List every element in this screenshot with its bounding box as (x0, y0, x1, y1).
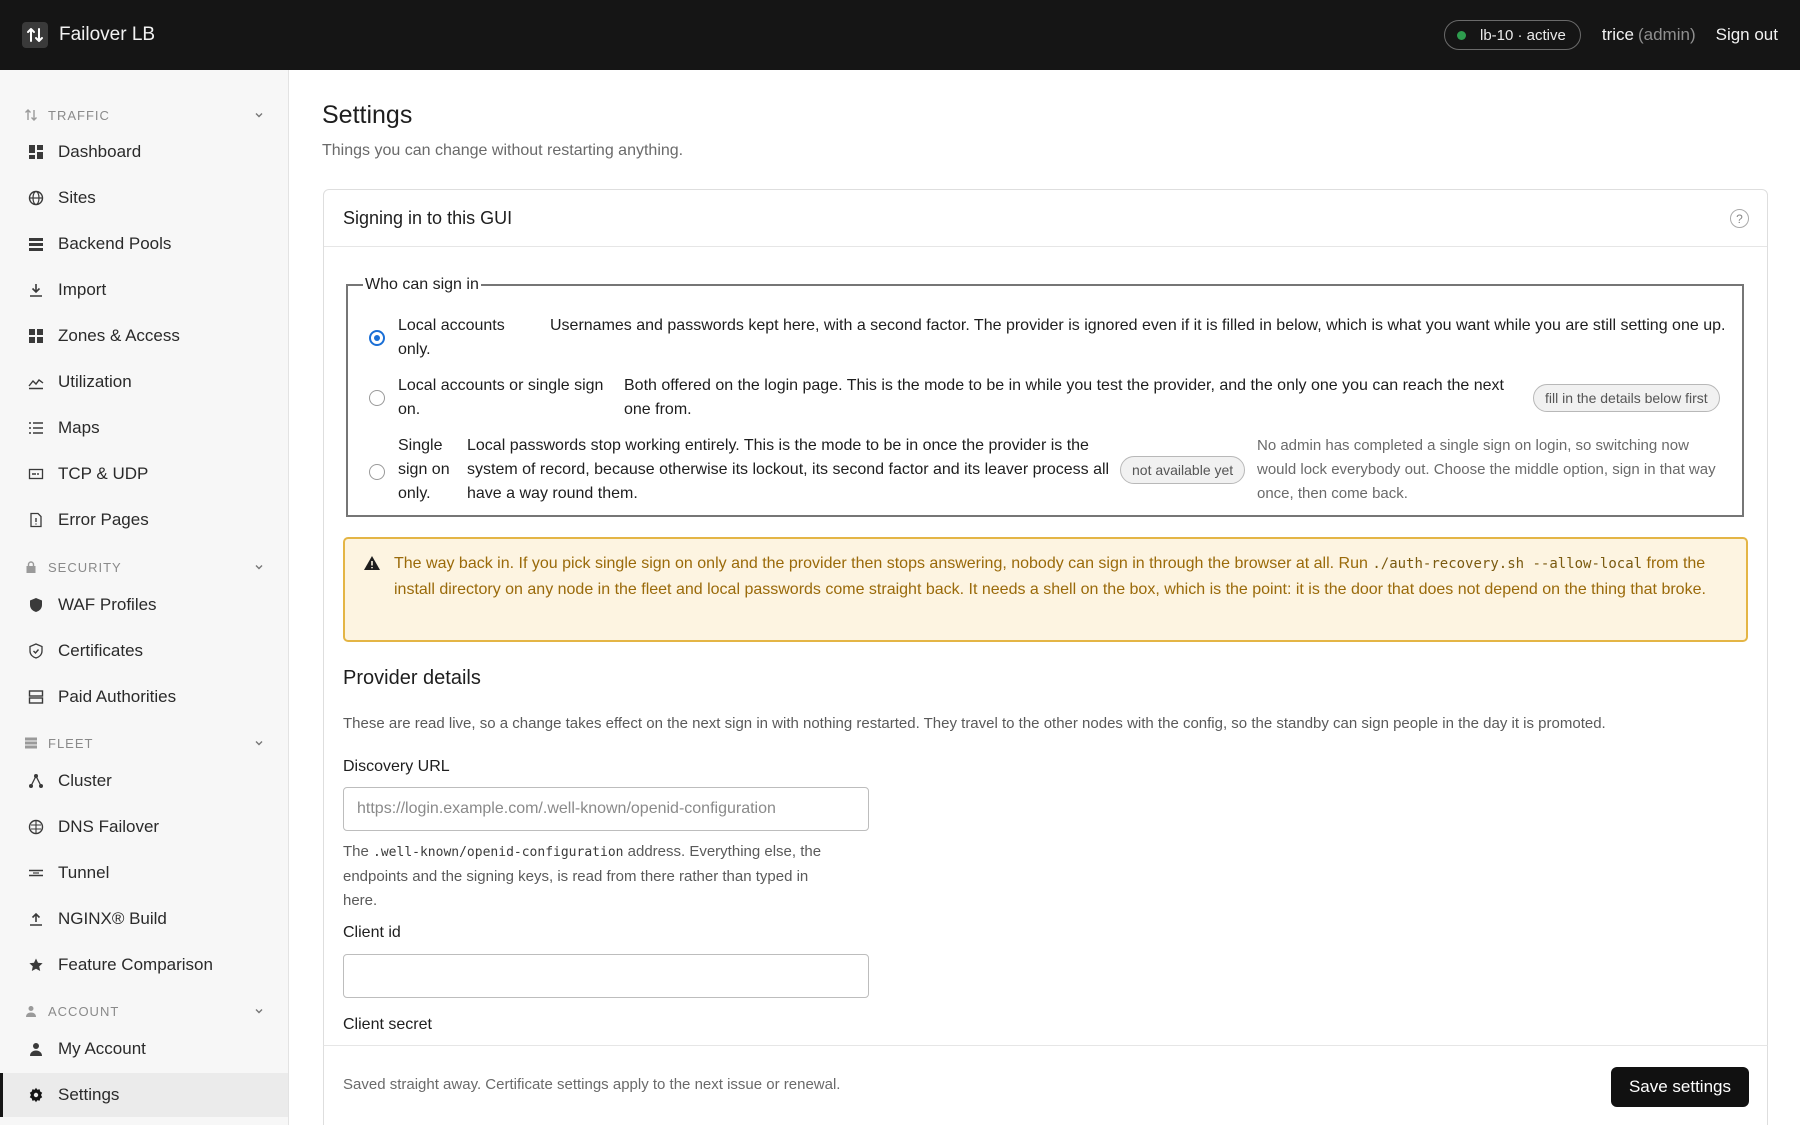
sticky-save-bar (323, 1045, 1768, 1125)
status-dot-icon (1457, 31, 1466, 40)
plug-icon (27, 465, 45, 483)
client-id-input[interactable] (343, 954, 869, 998)
save-settings-button[interactable]: Save settings (1611, 1067, 1749, 1107)
sidebar-item-label: TCP & UDP (58, 464, 149, 483)
sidebar-item-label: My Account (58, 1039, 146, 1058)
sidebar-item-label: Tunnel (58, 863, 110, 882)
lock-icon (24, 560, 38, 574)
card-title: Signing in to this GUI (343, 207, 513, 228)
chevron-down-icon (253, 108, 265, 126)
sidebar-item-label: Import (58, 280, 107, 299)
sidebar-item-my-account[interactable] (0, 1027, 288, 1071)
sidebar-item-label: DNS Failover (58, 817, 160, 836)
sidebar-item-certificates[interactable] (0, 629, 288, 673)
globe-icon (27, 189, 45, 207)
radio-local-or-sso[interactable] (369, 390, 385, 406)
server-stack-icon (27, 235, 45, 253)
sidebar-item-cluster[interactable] (0, 759, 288, 803)
mode-label: Local accounts or single sign on. (398, 377, 604, 418)
warning-text (394, 551, 1734, 603)
page-subtitle: Things you can change without restarting anything. (322, 142, 684, 159)
radio-local-only[interactable] (369, 330, 385, 346)
sidebar-item-waf-profiles[interactable] (0, 583, 288, 627)
section-traffic[interactable] (0, 104, 289, 126)
discovery-url-label: Discovery URL (343, 758, 450, 775)
list-icon (27, 419, 45, 437)
sign-out-link[interactable]: Sign out (1715, 25, 1778, 44)
page-title: Settings (322, 101, 413, 129)
chevron-down-icon (253, 560, 265, 578)
client-secret-label: Client secret (343, 1016, 432, 1033)
top-bar (0, 0, 1800, 70)
sidebar-item-sites[interactable] (0, 176, 288, 220)
warning-tail: from the install directory on any node in the fleet and local passwords come straight back. It needs a shell on the box, which is the point: it is the door that does not depend on the thing that broke. (394, 555, 1706, 598)
user-role: (admin) (1637, 25, 1696, 44)
sidebar-item-error-pages[interactable] (0, 498, 288, 542)
mode-label: Single sign on only. (398, 437, 450, 502)
shield-icon (27, 596, 45, 614)
client-id-label: Client id (343, 924, 401, 941)
sidebar-item-label: Settings (58, 1085, 120, 1104)
sidebar-item-label: Error Pages (58, 510, 149, 529)
sidebar-item-label: Paid Authorities (58, 687, 177, 706)
tunnel-icon (27, 864, 45, 882)
signin-settings-card (323, 189, 1768, 1125)
availability-badge: not available yet (1120, 456, 1245, 484)
discovery-url-help (343, 840, 843, 913)
mode-label: Local accounts only. (398, 317, 505, 358)
sidebar-item-nginx-build[interactable] (0, 897, 288, 941)
chevron-down-icon (253, 1004, 265, 1022)
sidebar-item-label: WAF Profiles (58, 595, 157, 614)
sidebar-item-tunnel[interactable] (0, 851, 288, 895)
arrows-updown-icon (24, 108, 38, 122)
sidebar-item-tcp-udp[interactable] (0, 452, 288, 496)
grid-icon (27, 327, 45, 345)
section-label: ACCOUNT (48, 1003, 120, 1019)
sidebar (0, 70, 289, 1125)
sidebar-item-label: Cluster (58, 771, 112, 790)
warning-triangle-icon (363, 555, 381, 576)
download-icon (27, 281, 45, 299)
sidebar-item-zones-access[interactable] (0, 314, 288, 358)
upload-icon (27, 910, 45, 928)
save-note: Saved straight away. Certificate settings apply to the next issue or renewal. (343, 1076, 841, 1093)
sidebar-item-label: Maps (58, 418, 100, 437)
help-icon[interactable]: ? (1730, 209, 1749, 228)
main-content (289, 70, 1800, 1125)
sidebar-item-dashboard[interactable] (0, 130, 288, 174)
who-can-sign-in-fieldset (346, 276, 1744, 517)
sidebar-item-feature-comparison[interactable] (0, 943, 288, 987)
sidebar-item-import[interactable] (0, 268, 288, 312)
warning-lead: The way back in. If you pick single sign on only and the provider then stops answering, nobody can sign in through the browser at all. Run (394, 555, 1373, 572)
help-code: .well-known/openid-configuration (373, 845, 624, 860)
section-security[interactable] (0, 556, 289, 578)
star-icon (27, 956, 45, 974)
brand[interactable] (22, 22, 155, 48)
gear-icon (27, 1086, 45, 1104)
shield-check-icon (27, 642, 45, 660)
section-fleet[interactable] (0, 732, 289, 754)
discovery-url-input[interactable] (343, 787, 869, 831)
sidebar-item-settings[interactable] (0, 1073, 288, 1117)
mode-description: Local passwords stop working entirely. This is the mode to be in once the provider is the system of record, because otherwise its lockout, its second factor and its leaver process all have a way round them. (467, 437, 1110, 502)
section-label: FLEET (48, 735, 94, 751)
line-chart-icon (27, 373, 45, 391)
sidebar-item-maps[interactable] (0, 406, 288, 450)
sidebar-item-label: Sites (58, 188, 96, 207)
recovery-warning (343, 537, 1748, 642)
section-label: TRAFFIC (48, 107, 110, 123)
fleet-icon (24, 736, 38, 750)
mode-note: No admin has completed a single sign on login, so switching now would lock everybody out. Choose the middle option, sign in that way once, then come back. (1257, 437, 1716, 502)
provider-details-description: These are read live, so a change takes effect on the next sign in with nothing restarted. They travel to the other nodes with the config, so the standby can sign people in the day it is promoted. (343, 715, 1606, 732)
help-lead: The (343, 843, 374, 860)
dns-globe-icon (27, 818, 45, 836)
fieldset-legend: Who can sign in (365, 276, 479, 293)
chevron-down-icon (253, 736, 265, 754)
sidebar-item-dns-failover[interactable] (0, 805, 288, 849)
person-icon (24, 1004, 38, 1018)
section-label: SECURITY (48, 559, 122, 575)
server-icon (27, 688, 45, 706)
requirement-badge: fill in the details below first (1533, 384, 1720, 412)
user-icon (27, 1040, 45, 1058)
sidebar-item-label: NGINX® Build (58, 909, 167, 928)
sidebar-item-label: Certificates (58, 641, 144, 660)
sidebar-item-backend-pools[interactable] (0, 222, 288, 266)
user-name: trice (1601, 25, 1634, 44)
file-alert-icon (27, 511, 45, 529)
card-header (324, 190, 1767, 247)
provider-details-heading: Provider details (343, 667, 481, 689)
dashboard-icon (27, 143, 45, 161)
mode-description: Usernames and passwords kept here, with a second factor. The provider is ignored even if it is filled in below, which is what you want while you are still setting one up. (550, 317, 1726, 334)
mode-description: Both offered on the login page. This is the mode to be in while you test the provider, and the only one you can reach the next one from. (624, 377, 1504, 418)
help-tail: address. Everything else, the endpoints and the signing keys, is read from there rather than typed in here. (343, 843, 822, 909)
section-account[interactable] (0, 1000, 289, 1022)
cluster-icon (27, 772, 45, 790)
sidebar-item-label: Feature Comparison (58, 955, 213, 974)
sidebar-item-utilization[interactable] (0, 360, 288, 404)
sidebar-item-label: Utilization (58, 372, 132, 391)
app-logo-icon (22, 22, 48, 48)
sidebar-item-label: Backend Pools (58, 234, 172, 253)
app-title: Failover LB (59, 24, 156, 45)
node-status-text: lb-10 · active (1479, 26, 1566, 44)
node-status-badge (1444, 20, 1581, 50)
recovery-command: ./auth-recovery.sh --allow-local (1372, 556, 1643, 572)
sidebar-item-label: Dashboard (58, 142, 142, 161)
sidebar-item-label: Zones & Access (58, 326, 180, 345)
radio-sso-only[interactable] (369, 464, 385, 480)
sidebar-item-paid-authorities[interactable] (0, 675, 288, 719)
